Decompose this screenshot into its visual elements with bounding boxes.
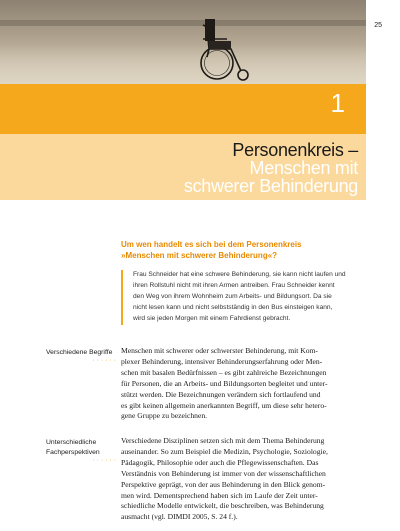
paragraph-line: Menschen mit schwerer oder schwerster Behinderung, mit Kom-: [121, 346, 318, 355]
paragraph-line: schiedliche Modelle entwickelt, die beschreiben, was Behinderung: [121, 501, 324, 511]
paragraph-line: Pädagogik, Philosophie oder auch die Pflegewissenschaften. Das: [121, 457, 319, 467]
case-line: Frau Schneider hat eine schwere Behinderung, sie kann nicht laufen und: [133, 271, 346, 278]
paragraph-line: Perspektive geprägt, von der aus Behinderung in den Blick genom-: [121, 479, 326, 489]
photo-horizon: [0, 20, 366, 26]
sidenote-terms: [46, 348, 116, 364]
sidenote-dots: · · · · · ·: [92, 457, 116, 464]
paragraph-line: men wird. Dementsprechend haben sich im Laufe der Zeit unter-: [121, 490, 318, 500]
chapter-number: 1: [330, 88, 345, 118]
question-line: »Menschen mit schwerer Behinderung«?: [121, 250, 278, 260]
chapter-photo: [0, 0, 366, 84]
paragraph-line: Verschiedene Disziplinen setzen sich mit dem Thema Behinderung: [121, 436, 325, 445]
case-line: nicht lesen kann und nicht selbstständig in den Bus einsteigen kann,: [133, 303, 333, 311]
sidenote-line: Unterschiedliche: [46, 439, 97, 446]
case-example: [121, 270, 381, 325]
photo-sand: [0, 44, 366, 84]
paragraph-line: für Personen, die an Arbeits- und Bildungsorten begleitet und unter-: [121, 378, 328, 388]
chapter-title-line-3: schwerer Behinderung: [183, 176, 358, 196]
paragraph-terms: [121, 346, 371, 422]
paragraph-line: schen mit basalen Bedürfnissen – es gibt zahlreiche Bezeichnungen: [121, 367, 327, 377]
paragraph-line: gene Gruppe zu bezeichnen.: [121, 411, 208, 421]
wheelchair-icon: [193, 13, 253, 83]
paragraph-line: auseinander. So zum Beispiel die Medizin, Psychologie, Soziologie,: [121, 446, 328, 456]
case-line: den Weg von ihrem Wohnheim zum Arbeits- und Bildungsort. Da sie: [133, 292, 332, 300]
sidenote-line: Fachperspektiven: [46, 449, 100, 456]
guiding-question: [121, 240, 371, 261]
chapter-band: [0, 84, 366, 134]
chapter-title-line-1: Personenkreis –: [232, 140, 358, 160]
paragraph-perspectives: [121, 436, 371, 523]
case-line: wird sie jeden Morgen mit einem Fahrdienst gebracht.: [133, 314, 291, 322]
case-line: ihren Rollstuhl nicht mit ihren Armen antreiben. Frau Schneider kennt: [133, 281, 335, 289]
question-line: Um wen handelt es sich bei dem Personenkreis: [121, 240, 302, 249]
sidenote-perspectives: [46, 438, 116, 464]
paragraph-line: ausmacht (vgl. DIMDI 2005, S. 24 f.).: [121, 512, 238, 522]
paragraph-line: Verständnis von Behinderung ist immer von der wissenschaftlichen: [121, 468, 326, 478]
sidenote-dots: · · · · · ·: [92, 357, 116, 364]
chapter-title-line-2: Menschen mit: [249, 158, 358, 178]
margin-strip: [366, 84, 400, 134]
paragraph-line: stützt werden. Die Bezeichnungen verändern sich fortlaufend und: [121, 389, 321, 399]
page-number: 25: [374, 22, 382, 29]
paragraph-line: plexer Behinderung, intensiver Behinderungserfahrung oder Men-: [121, 356, 323, 366]
sidenote-line: Verschiedene Begriffe: [46, 349, 113, 356]
paragraph-line: es gibt keinen allgemein anerkannten Begriff, um diese sehr hetero-: [121, 400, 327, 410]
